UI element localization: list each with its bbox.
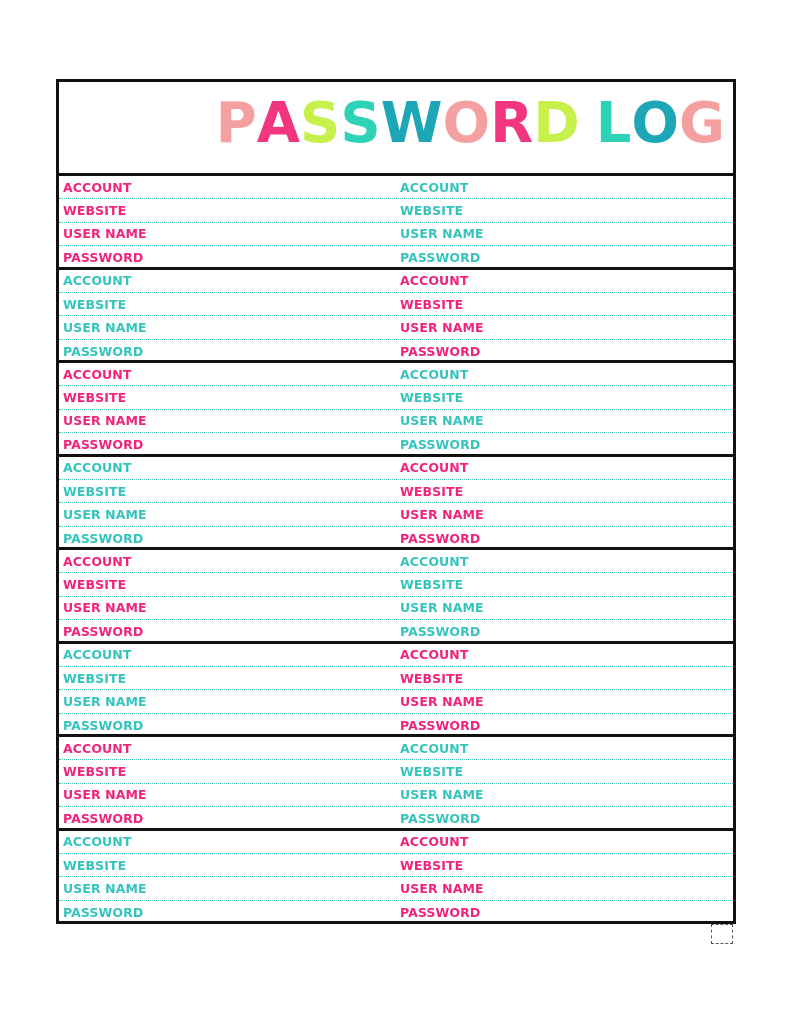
field-label-left[interactable]: PASSWORD <box>63 624 144 640</box>
field-label-right[interactable]: ACCOUNT <box>400 366 469 382</box>
entry-row <box>59 199 733 222</box>
field-label-left[interactable]: ACCOUNT <box>63 553 132 569</box>
field-label-left[interactable]: WEBSITE <box>63 764 127 780</box>
page-title <box>215 91 725 156</box>
field-label-left[interactable]: PASSWORD <box>63 250 144 266</box>
entry-block <box>59 550 733 644</box>
entry-row <box>59 550 733 573</box>
field-label-right[interactable]: USER NAME <box>400 413 484 429</box>
entry-row <box>59 176 733 199</box>
field-label-right[interactable]: PASSWORD <box>400 904 481 920</box>
field-label-right[interactable]: WEBSITE <box>400 577 464 593</box>
entry-row <box>59 854 733 877</box>
field-label-left[interactable]: WEBSITE <box>63 857 127 873</box>
field-label-left[interactable]: PASSWORD <box>63 811 144 827</box>
field-label-right[interactable]: USER NAME <box>400 319 484 335</box>
entry-row <box>59 410 733 433</box>
password-log-sheet <box>56 79 736 924</box>
title-letter: S <box>300 91 341 156</box>
title-letter: O <box>442 91 491 156</box>
field-label-right[interactable]: WEBSITE <box>400 670 464 686</box>
entry-row <box>59 737 733 760</box>
field-label-right[interactable]: WEBSITE <box>400 296 464 312</box>
field-label-left[interactable]: USER NAME <box>63 413 147 429</box>
entry-block <box>59 363 733 457</box>
field-label-right[interactable]: WEBSITE <box>400 764 464 780</box>
field-label-right[interactable]: ACCOUNT <box>400 740 469 756</box>
entry-row <box>59 901 733 924</box>
title-letter: O <box>631 91 680 156</box>
field-label-right[interactable]: USER NAME <box>400 787 484 803</box>
field-label-left[interactable]: ACCOUNT <box>63 647 132 663</box>
field-label-left[interactable]: USER NAME <box>63 600 147 616</box>
entry-row <box>59 527 733 550</box>
field-label-left[interactable]: USER NAME <box>63 319 147 335</box>
entry-row <box>59 503 733 526</box>
entry-row <box>59 480 733 503</box>
field-label-left[interactable]: USER NAME <box>63 880 147 896</box>
field-label-right[interactable]: ACCOUNT <box>400 460 469 476</box>
title-letter: L <box>595 91 632 156</box>
entry-row <box>59 620 733 643</box>
entry-row <box>59 573 733 596</box>
entry-row <box>59 223 733 246</box>
entry-row <box>59 363 733 386</box>
field-label-right[interactable]: USER NAME <box>400 226 484 242</box>
field-label-right[interactable]: PASSWORD <box>400 343 481 359</box>
entry-block <box>59 176 733 270</box>
field-label-left[interactable]: WEBSITE <box>63 670 127 686</box>
title-letter: D <box>533 91 580 156</box>
field-label-left[interactable]: ACCOUNT <box>63 740 132 756</box>
title-letter: R <box>490 91 534 156</box>
field-label-left[interactable]: ACCOUNT <box>63 460 132 476</box>
field-label-right[interactable]: WEBSITE <box>400 857 464 873</box>
entry-row <box>59 246 733 269</box>
header <box>59 82 733 176</box>
field-label-right[interactable]: PASSWORD <box>400 530 481 546</box>
entry-block <box>59 737 733 831</box>
field-label-right[interactable]: USER NAME <box>400 600 484 616</box>
field-label-left[interactable]: PASSWORD <box>63 437 144 453</box>
entry-block <box>59 831 733 922</box>
entry-row <box>59 831 733 854</box>
field-label-right[interactable]: WEBSITE <box>400 390 464 406</box>
title-letter: W <box>380 91 443 156</box>
field-label-left[interactable]: WEBSITE <box>63 483 127 499</box>
field-label-right[interactable]: USER NAME <box>400 693 484 709</box>
field-label-right[interactable]: ACCOUNT <box>400 179 469 195</box>
entry-block <box>59 644 733 738</box>
entry-row <box>59 807 733 830</box>
entry-block <box>59 270 733 364</box>
entry-row <box>59 690 733 713</box>
entry-row <box>59 644 733 667</box>
field-label-left[interactable]: USER NAME <box>63 226 147 242</box>
field-label-right[interactable]: ACCOUNT <box>400 273 469 289</box>
field-label-left[interactable]: USER NAME <box>63 506 147 522</box>
field-label-left[interactable]: PASSWORD <box>63 717 144 733</box>
title-letter: P <box>215 91 257 156</box>
field-label-right[interactable]: WEBSITE <box>400 483 464 499</box>
field-label-right[interactable]: PASSWORD <box>400 624 481 640</box>
field-label-right[interactable]: PASSWORD <box>400 250 481 266</box>
field-label-right[interactable]: ACCOUNT <box>400 834 469 850</box>
field-label-left[interactable]: ACCOUNT <box>63 366 132 382</box>
field-label-left[interactable]: WEBSITE <box>63 296 127 312</box>
entry-row <box>59 386 733 409</box>
field-label-left[interactable]: ACCOUNT <box>63 834 132 850</box>
field-label-right[interactable]: PASSWORD <box>400 437 481 453</box>
entry-row <box>59 597 733 620</box>
entry-blocks <box>59 176 733 921</box>
field-label-left[interactable]: USER NAME <box>63 787 147 803</box>
field-label-right[interactable]: ACCOUNT <box>400 647 469 663</box>
field-label-right[interactable]: ACCOUNT <box>400 553 469 569</box>
field-label-right[interactable]: PASSWORD <box>400 717 481 733</box>
field-label-left[interactable]: PASSWORD <box>63 530 144 546</box>
entry-row <box>59 316 733 339</box>
entry-row <box>59 784 733 807</box>
entry-row <box>59 667 733 690</box>
field-label-left[interactable]: WEBSITE <box>63 577 127 593</box>
entry-row <box>59 270 733 293</box>
field-label-left[interactable]: USER NAME <box>63 693 147 709</box>
field-label-left[interactable]: PASSWORD <box>63 343 144 359</box>
title-letter: S <box>340 91 381 156</box>
entry-row <box>59 433 733 456</box>
field-label-left[interactable]: WEBSITE <box>63 203 127 219</box>
entry-row <box>59 340 733 363</box>
title-letter: G <box>679 91 725 156</box>
field-label-left[interactable]: ACCOUNT <box>63 273 132 289</box>
entry-row <box>59 877 733 900</box>
entry-row <box>59 293 733 316</box>
field-label-right[interactable]: USER NAME <box>400 880 484 896</box>
corner-box <box>711 924 733 944</box>
field-label-left[interactable]: PASSWORD <box>63 904 144 920</box>
field-label-right[interactable]: WEBSITE <box>400 203 464 219</box>
entry-block <box>59 457 733 551</box>
entry-row <box>59 714 733 737</box>
entry-row <box>59 457 733 480</box>
title-letter: A <box>256 91 301 156</box>
field-label-right[interactable]: USER NAME <box>400 506 484 522</box>
field-label-left[interactable]: WEBSITE <box>63 390 127 406</box>
entry-row <box>59 760 733 783</box>
field-label-left[interactable]: ACCOUNT <box>63 179 132 195</box>
field-label-right[interactable]: PASSWORD <box>400 811 481 827</box>
